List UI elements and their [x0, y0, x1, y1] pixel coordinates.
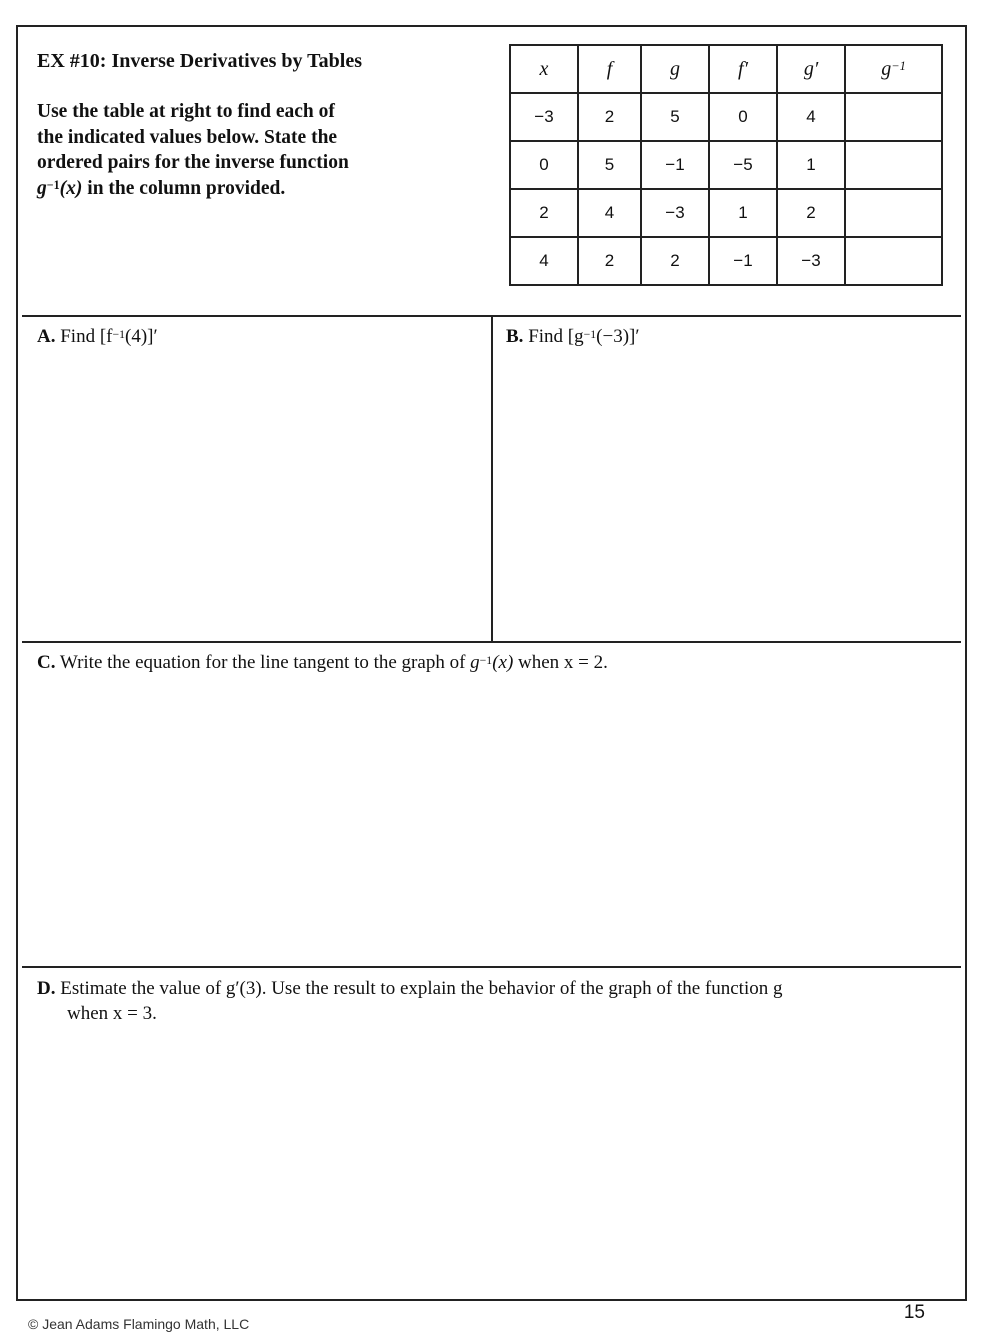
- table-cell: 2: [510, 189, 578, 237]
- table-cell: −3: [777, 237, 845, 285]
- header-g: g: [641, 45, 709, 93]
- table-cell: −5: [709, 141, 777, 189]
- question-c: [37, 650, 608, 675]
- table-row: [510, 93, 942, 141]
- question-label: D.: [37, 978, 56, 999]
- table-row: [510, 141, 942, 189]
- question-text: Find $[g^{-1}(-3)]'$: [528, 326, 640, 347]
- question-label: B.: [506, 326, 524, 347]
- table-cell: 2: [641, 237, 709, 285]
- table-cell: −1: [641, 141, 709, 189]
- header-g-inverse: $g^{-1}$: [845, 45, 942, 93]
- question-label: A.: [37, 326, 56, 347]
- instruction-line: Use the table at right to find each of: [37, 101, 335, 122]
- table-cell: 5: [641, 93, 709, 141]
- question-text: Estimate the value of g′(3). Use the result to explain the behavior of the graph of the function g: [60, 978, 783, 999]
- answer-space-b[interactable]: [496, 352, 958, 638]
- table-cell: 4: [578, 189, 641, 237]
- instruction-line: ordered pairs for the inverse function: [37, 152, 349, 173]
- question-b: [506, 324, 640, 349]
- values-table: [509, 44, 943, 286]
- instructions: [37, 99, 477, 201]
- answer-cell[interactable]: [845, 93, 942, 141]
- question-text: Write the equation for the line tangent to the graph of $g^{-1}(x)$ when x = 2.: [59, 652, 608, 673]
- table-cell: 2: [578, 237, 641, 285]
- answer-space-c[interactable]: [24, 680, 958, 962]
- table-cell: −3: [510, 93, 578, 141]
- answer-space-a[interactable]: [24, 352, 488, 638]
- copyright: © Jean Adams Flamingo Math, LLC: [28, 1316, 250, 1332]
- page-number: 15: [903, 1302, 925, 1323]
- question-d: [37, 976, 937, 1026]
- table-cell: 2: [777, 189, 845, 237]
- header-f-prime: f′: [709, 45, 777, 93]
- table-cell: −3: [641, 189, 709, 237]
- table-cell: 1: [777, 141, 845, 189]
- table-cell: 5: [578, 141, 641, 189]
- table-cell: 0: [709, 93, 777, 141]
- table-cell: 4: [777, 93, 845, 141]
- header-f: f: [578, 45, 641, 93]
- divider: [491, 315, 493, 642]
- table-row: [510, 237, 942, 285]
- table-cell: −1: [709, 237, 777, 285]
- example-title: EX #10: Inverse Derivatives by Tables: [37, 50, 362, 72]
- table-cell: 1: [709, 189, 777, 237]
- answer-cell[interactable]: [845, 237, 942, 285]
- instruction-line: the indicated values below. State the: [37, 126, 338, 148]
- instruction-line: $g^{-1}(x)$ in the column provided.: [37, 177, 286, 199]
- question-text: Find $[f^{-1}(4)]'$: [60, 326, 158, 347]
- answer-space-d[interactable]: [24, 1030, 958, 1296]
- answer-cell[interactable]: [845, 189, 942, 237]
- divider: [22, 641, 961, 643]
- question-text: when x = 3.: [67, 1003, 157, 1024]
- question-label: C.: [37, 652, 56, 673]
- answer-cell[interactable]: [845, 141, 942, 189]
- header-g-prime: g′: [777, 45, 845, 93]
- table-cell: 2: [578, 93, 641, 141]
- header-x: x: [510, 45, 578, 93]
- table-row: [510, 189, 942, 237]
- question-a: [37, 324, 158, 349]
- table-header-row: [510, 45, 942, 93]
- divider: [22, 966, 961, 968]
- table-cell: 4: [510, 237, 578, 285]
- table-cell: 0: [510, 141, 578, 189]
